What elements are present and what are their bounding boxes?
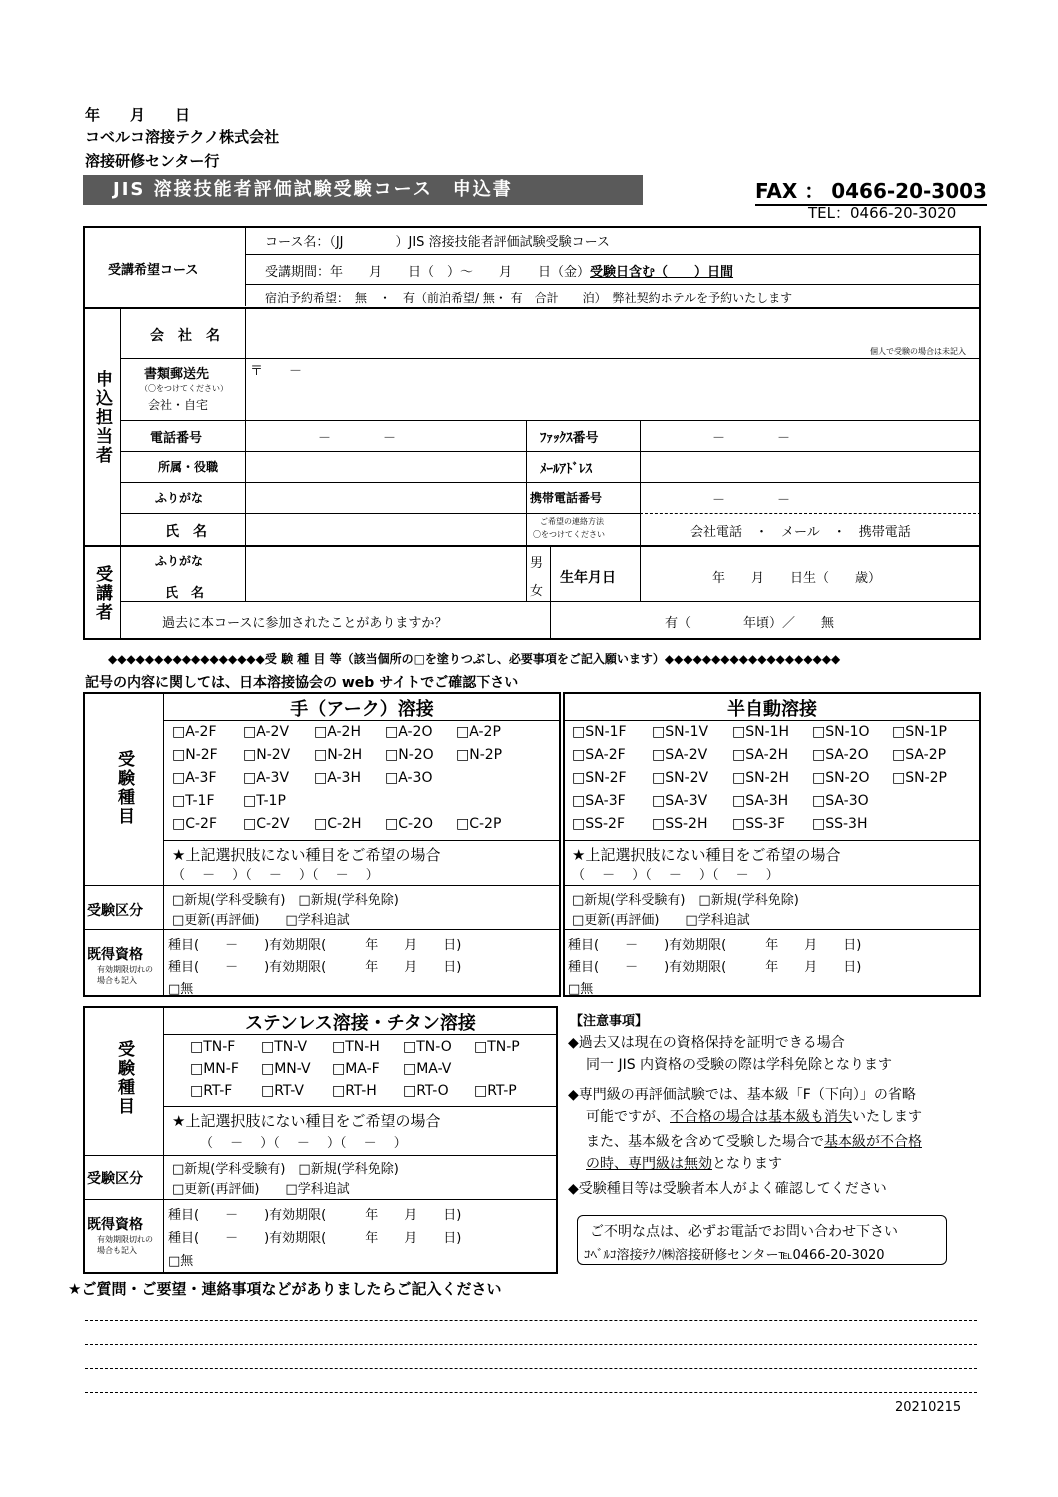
semi-other-field[interactable]: （ － ）（ － ）（ － ） [572,868,779,883]
manual-checkbox[interactable]: □N-2P [456,747,503,763]
postal-code[interactable]: 〒 － [250,364,303,379]
manual-checkbox[interactable]: □N-2V [243,747,291,763]
sex-female[interactable]: 女 [530,584,544,599]
comment-line-2[interactable] [85,1344,977,1345]
stainless-qual-row1[interactable]: 種目( － )有効期限( 年 月 日) [168,1208,462,1223]
semi-title: 半自動溶接 [727,699,817,720]
manual-checkbox[interactable]: □T-1P [243,793,286,809]
note-line-6: の時、専門級は無効となります [586,1156,782,1172]
manual-row [172,793,314,809]
manual-row [172,747,527,763]
semi-checkbox[interactable]: □SA-2O [812,747,869,763]
stainless-checkbox[interactable]: □MA-F [332,1061,380,1077]
company-note: 個人で受験の場合は未記入 [870,347,966,356]
stainless-div-row1[interactable]: □新規(学科受験有) □新規(学科免除) [172,1162,399,1177]
manual-qual-note: 有効期限切れの場合も記入 [97,965,153,985]
applicant-name-label: 氏 名 [165,524,207,540]
stainless-qual-label: 既得資格 [87,1217,143,1233]
stainless-qual-row2[interactable]: 種目( － )有効期限( 年 月 日) [168,1231,462,1246]
semi-checkbox[interactable]: □SA-3V [652,793,708,809]
semi-checkbox[interactable]: □SA-2P [892,747,947,763]
contact-line-2: ｺﾍﾞﾙｺ溶接ﾃｸﾉ㈱溶接研修センター℡0466-20-3020 [584,1248,885,1263]
mail-label: ﾒｰﾙｱﾄﾞﾚｽ [540,462,592,477]
manual-checkbox[interactable]: □A-2F [172,724,217,740]
stainless-checkbox[interactable]: □MN-V [261,1061,311,1077]
stainless-checkbox[interactable]: □RT-F [190,1083,233,1099]
fax-label: ﾌｧｯｸｽ番号 [540,431,599,446]
dept-name: 溶接研修センター行 [85,152,220,170]
semi-checkbox[interactable]: □SN-1V [652,724,709,740]
semi-checkbox[interactable]: □SN-1F [572,724,627,740]
stainless-side-label: 受験種目 [114,1040,134,1116]
stainless-checkbox[interactable]: □TN-H [332,1039,380,1055]
request-heading: ★ご質問・ご要望・連絡事項などがありましたらご記入ください [68,1280,502,1298]
semi-div-row2[interactable]: □更新(再評価) □学科追試 [572,913,750,928]
company-field-label: 会 社 名 [150,328,220,344]
company-name: コベルコ溶接テクノ株式会社 [85,128,280,146]
semi-checkbox[interactable]: □SS-2H [652,816,708,832]
manual-checkbox[interactable]: □T-1F [172,793,215,809]
semi-qual-row1[interactable]: 種目( － )有効期限( 年 月 日) [568,938,862,953]
semi-checkbox[interactable]: □SN-2V [652,770,709,786]
note-line-3: ◆専門級の再評価試験では、基本級「F（下向）」の省略 [568,1087,916,1103]
lodging-option[interactable]: 宿泊予約希望： 無 ・ 有（前泊希望/ 無・ 有 合計 泊） 弊社契約ホテルを予約いたします [265,291,793,305]
stainless-checkbox[interactable]: □MA-V [403,1061,452,1077]
stainless-checkbox[interactable]: □RT-O [403,1083,449,1099]
phone-field[interactable]: － － [318,431,397,446]
exam-section-heading: ◆◆◆◆◆◆◆◆◆◆◆◆◆◆◆◆◆受 験 種 目 等（該当個所の□を塗りつぶし、必要事項をご記入願います）◆◆◆◆◆◆◆◆◆◆◆◆◆◆◆◆◆◆◆ [108,652,841,666]
note-line-4: 可能ですが、不合格の場合は基本級も消失いたします [586,1109,922,1125]
manual-qual-row1[interactable]: 種目( － )有効期限( 年 月 日) [168,938,462,953]
semi-row [572,770,972,786]
mobile-field[interactable]: － － [712,493,791,508]
semi-checkbox[interactable]: □SS-2F [572,816,626,832]
manual-qual-row2[interactable]: 種目( － )有効期限( 年 月 日) [168,960,462,975]
applicant-side-label: 申込担当者 [92,370,112,465]
stainless-qual-none[interactable]: □無 [168,1254,194,1269]
notes-heading: 【注意事項】 [570,1014,649,1029]
dept-label: 所属・役職 [158,460,219,474]
contact-line-1: ご不明な点は、必ずお電話でお問い合わせ下さい [590,1224,898,1240]
manual-qual-none[interactable]: □無 [168,982,194,997]
note-line-7: ◆受験種目等は受験者本人がよく確認してください [568,1181,887,1197]
comment-line-4[interactable] [85,1392,977,1393]
manual-checkbox[interactable]: □N-2F [172,747,218,763]
manual-checkbox[interactable]: □C-2O [385,816,433,832]
stainless-other-label: ★上記選択肢にない種目をご希望の場合 [172,1112,441,1130]
semi-checkbox[interactable]: □SN-2O [812,770,870,786]
dob-label: 生年月日 [560,570,616,586]
semi-div-row1[interactable]: □新規(学科受験有) □新規(学科免除) [572,893,799,908]
manual-qual-label: 既得資格 [87,947,143,963]
stainless-div-label: 受験区分 [87,1171,143,1187]
stainless-title: ステンレス溶接・チタン溶接 [245,1013,476,1034]
tel-number: TEL：0466-20-3020 [808,204,957,222]
semi-checkbox[interactable]: □SS-3F [732,816,786,832]
manual-row [172,724,527,740]
semi-checkbox[interactable]: □SN-1P [892,724,947,740]
examinee-name-label: 氏 名 [165,586,205,601]
applicant-furigana-label: ふりがな [155,491,204,505]
manual-checkbox[interactable]: □A-3H [314,770,361,786]
manual-checkbox[interactable]: □A-3F [172,770,217,786]
semi-row [572,747,972,763]
semi-row [572,724,972,740]
semi-row [572,816,892,832]
manual-checkbox[interactable]: □A-2P [456,724,501,740]
manual-checkbox[interactable]: □A-2H [314,724,361,740]
manual-row [172,770,456,786]
manual-checkbox[interactable]: □A-2O [385,724,433,740]
fax-number: FAX ： 0466-20-3003 [755,175,987,206]
stainless-checkbox[interactable]: □RT-H [332,1083,377,1099]
docs-options[interactable]: 会社・自宅 [148,398,209,412]
examinee-side-label: 受講者 [92,565,112,622]
semi-qual-none[interactable]: □無 [568,982,594,997]
manual-checkbox[interactable]: □C-2F [172,816,218,832]
semi-checkbox[interactable]: □SA-3O [812,793,869,809]
semi-checkbox[interactable]: □SA-3H [732,793,789,809]
examinee-furigana-label: ふりがな [155,554,204,568]
contact-label: ご希望の連絡方法 [540,517,604,526]
manual-checkbox[interactable]: □C-2V [243,816,290,832]
past-question: 過去に本コースに参加されたことがありますか？ [162,616,448,631]
manual-checkbox[interactable]: □A-3V [243,770,290,786]
manual-checkbox[interactable]: □A-3O [385,770,433,786]
manual-row [172,816,527,832]
manual-side-label: 受験種目 [114,750,134,826]
semi-row [572,793,892,809]
semi-qual-row2[interactable]: 種目( － )有効期限( 年 月 日) [568,960,862,975]
stainless-other-field[interactable]: （ － ）（ － ）（ － ） [200,1136,407,1151]
semi-checkbox[interactable]: □SN-1O [812,724,870,740]
stainless-checkbox[interactable]: □RT-V [261,1083,305,1099]
note-line-1: ◆過去又は現在の資格保持を証明できる場合 [568,1035,845,1051]
dob-field[interactable]: 年 月 日生（ 歳） [712,571,882,586]
stainless-div-row2[interactable]: □更新(再評価) □学科追試 [172,1182,350,1197]
semi-checkbox[interactable]: □SA-2H [732,747,789,763]
semi-checkbox[interactable]: □SN-2P [892,770,947,786]
stainless-checkbox[interactable]: □TN-V [261,1039,308,1055]
stainless-row [190,1083,545,1099]
manual-checkbox[interactable]: □N-2O [385,747,434,763]
semi-other-label: ★上記選択肢にない種目をご希望の場合 [572,846,841,864]
stainless-qual-note: 有効期限切れの場合も記入 [97,1235,153,1255]
manual-checkbox[interactable]: □C-2H [314,816,362,832]
manual-checkbox[interactable]: □C-2P [456,816,502,832]
date-line: 年 月 日 [85,106,191,124]
stainless-row [190,1061,474,1077]
docs-note: （〇をつけてください） [140,384,228,393]
fax-field[interactable]: － － [712,431,791,446]
stainless-checkbox[interactable]: □TN-F [190,1039,236,1055]
semi-checkbox[interactable]: □SA-3F [572,793,626,809]
manual-title: 手（アーク）溶接 [290,699,434,720]
manual-other-label: ★上記選択肢にない種目をご希望の場合 [172,846,441,864]
note-line-5: また、基本級を含めて受験した場合で基本級が不合格 [586,1134,922,1150]
stainless-checkbox[interactable]: □TN-O [403,1039,452,1055]
stainless-checkbox[interactable]: □RT-P [474,1083,517,1099]
contact-options[interactable]: 会社電話 ・ メール ・ 携帯電話 [690,525,911,540]
course-label: 受講希望コース [108,263,199,278]
form-code: 20210215 [895,1400,962,1415]
course-period[interactable]: 受講期間：年 月 日（ ）～ 月 日（金）受験日含む（ ）日間 [265,265,734,280]
semi-checkbox[interactable]: □SA-2F [572,747,626,763]
manual-div-label: 受験区分 [87,903,143,919]
stainless-checkbox[interactable]: □TN-P [474,1039,520,1055]
mobile-label: 携帯電話番号 [530,491,603,505]
contact-note: 〇をつけてください [533,530,605,539]
phone-label: 電話番号 [150,431,203,446]
sex-male[interactable]: 男 [530,556,544,571]
stainless-checkbox[interactable]: □MN-F [190,1061,239,1077]
comment-line-1[interactable] [85,1320,977,1321]
stainless-row [190,1039,545,1055]
note-line-2: 同一 JIS 内資格の受験の際は学科免除となります [586,1057,893,1073]
exam-section-note: 記号の内容に関しては、日本溶接協会の web サイトでご確認下さい [85,675,519,691]
manual-checkbox[interactable]: □A-2V [243,724,290,740]
docs-label: 書類郵送先 [144,367,210,382]
manual-checkbox[interactable]: □N-2H [314,747,363,763]
semi-checkbox[interactable]: □SN-2F [572,770,627,786]
manual-div-row2[interactable]: □更新(再評価) □学科追試 [172,913,350,928]
comment-line-3[interactable] [85,1368,977,1369]
form-title: JIS 溶接技能者評価試験受験コース 申込書 [83,175,643,205]
semi-checkbox[interactable]: □SN-1H [732,724,790,740]
semi-checkbox[interactable]: □SA-2V [652,747,708,763]
manual-div-row1[interactable]: □新規(学科受験有) □新規(学科免除) [172,893,399,908]
semi-checkbox[interactable]: □SN-2H [732,770,790,786]
manual-other-field[interactable]: （ － ）（ － ）（ － ） [172,868,379,883]
semi-checkbox[interactable]: □SS-3H [812,816,868,832]
past-answer[interactable]: 有（ 年頃）／ 無 [665,616,835,631]
course-name: コース名：（JJ ）JIS 溶接技能者評価試験受験コース [265,235,610,250]
